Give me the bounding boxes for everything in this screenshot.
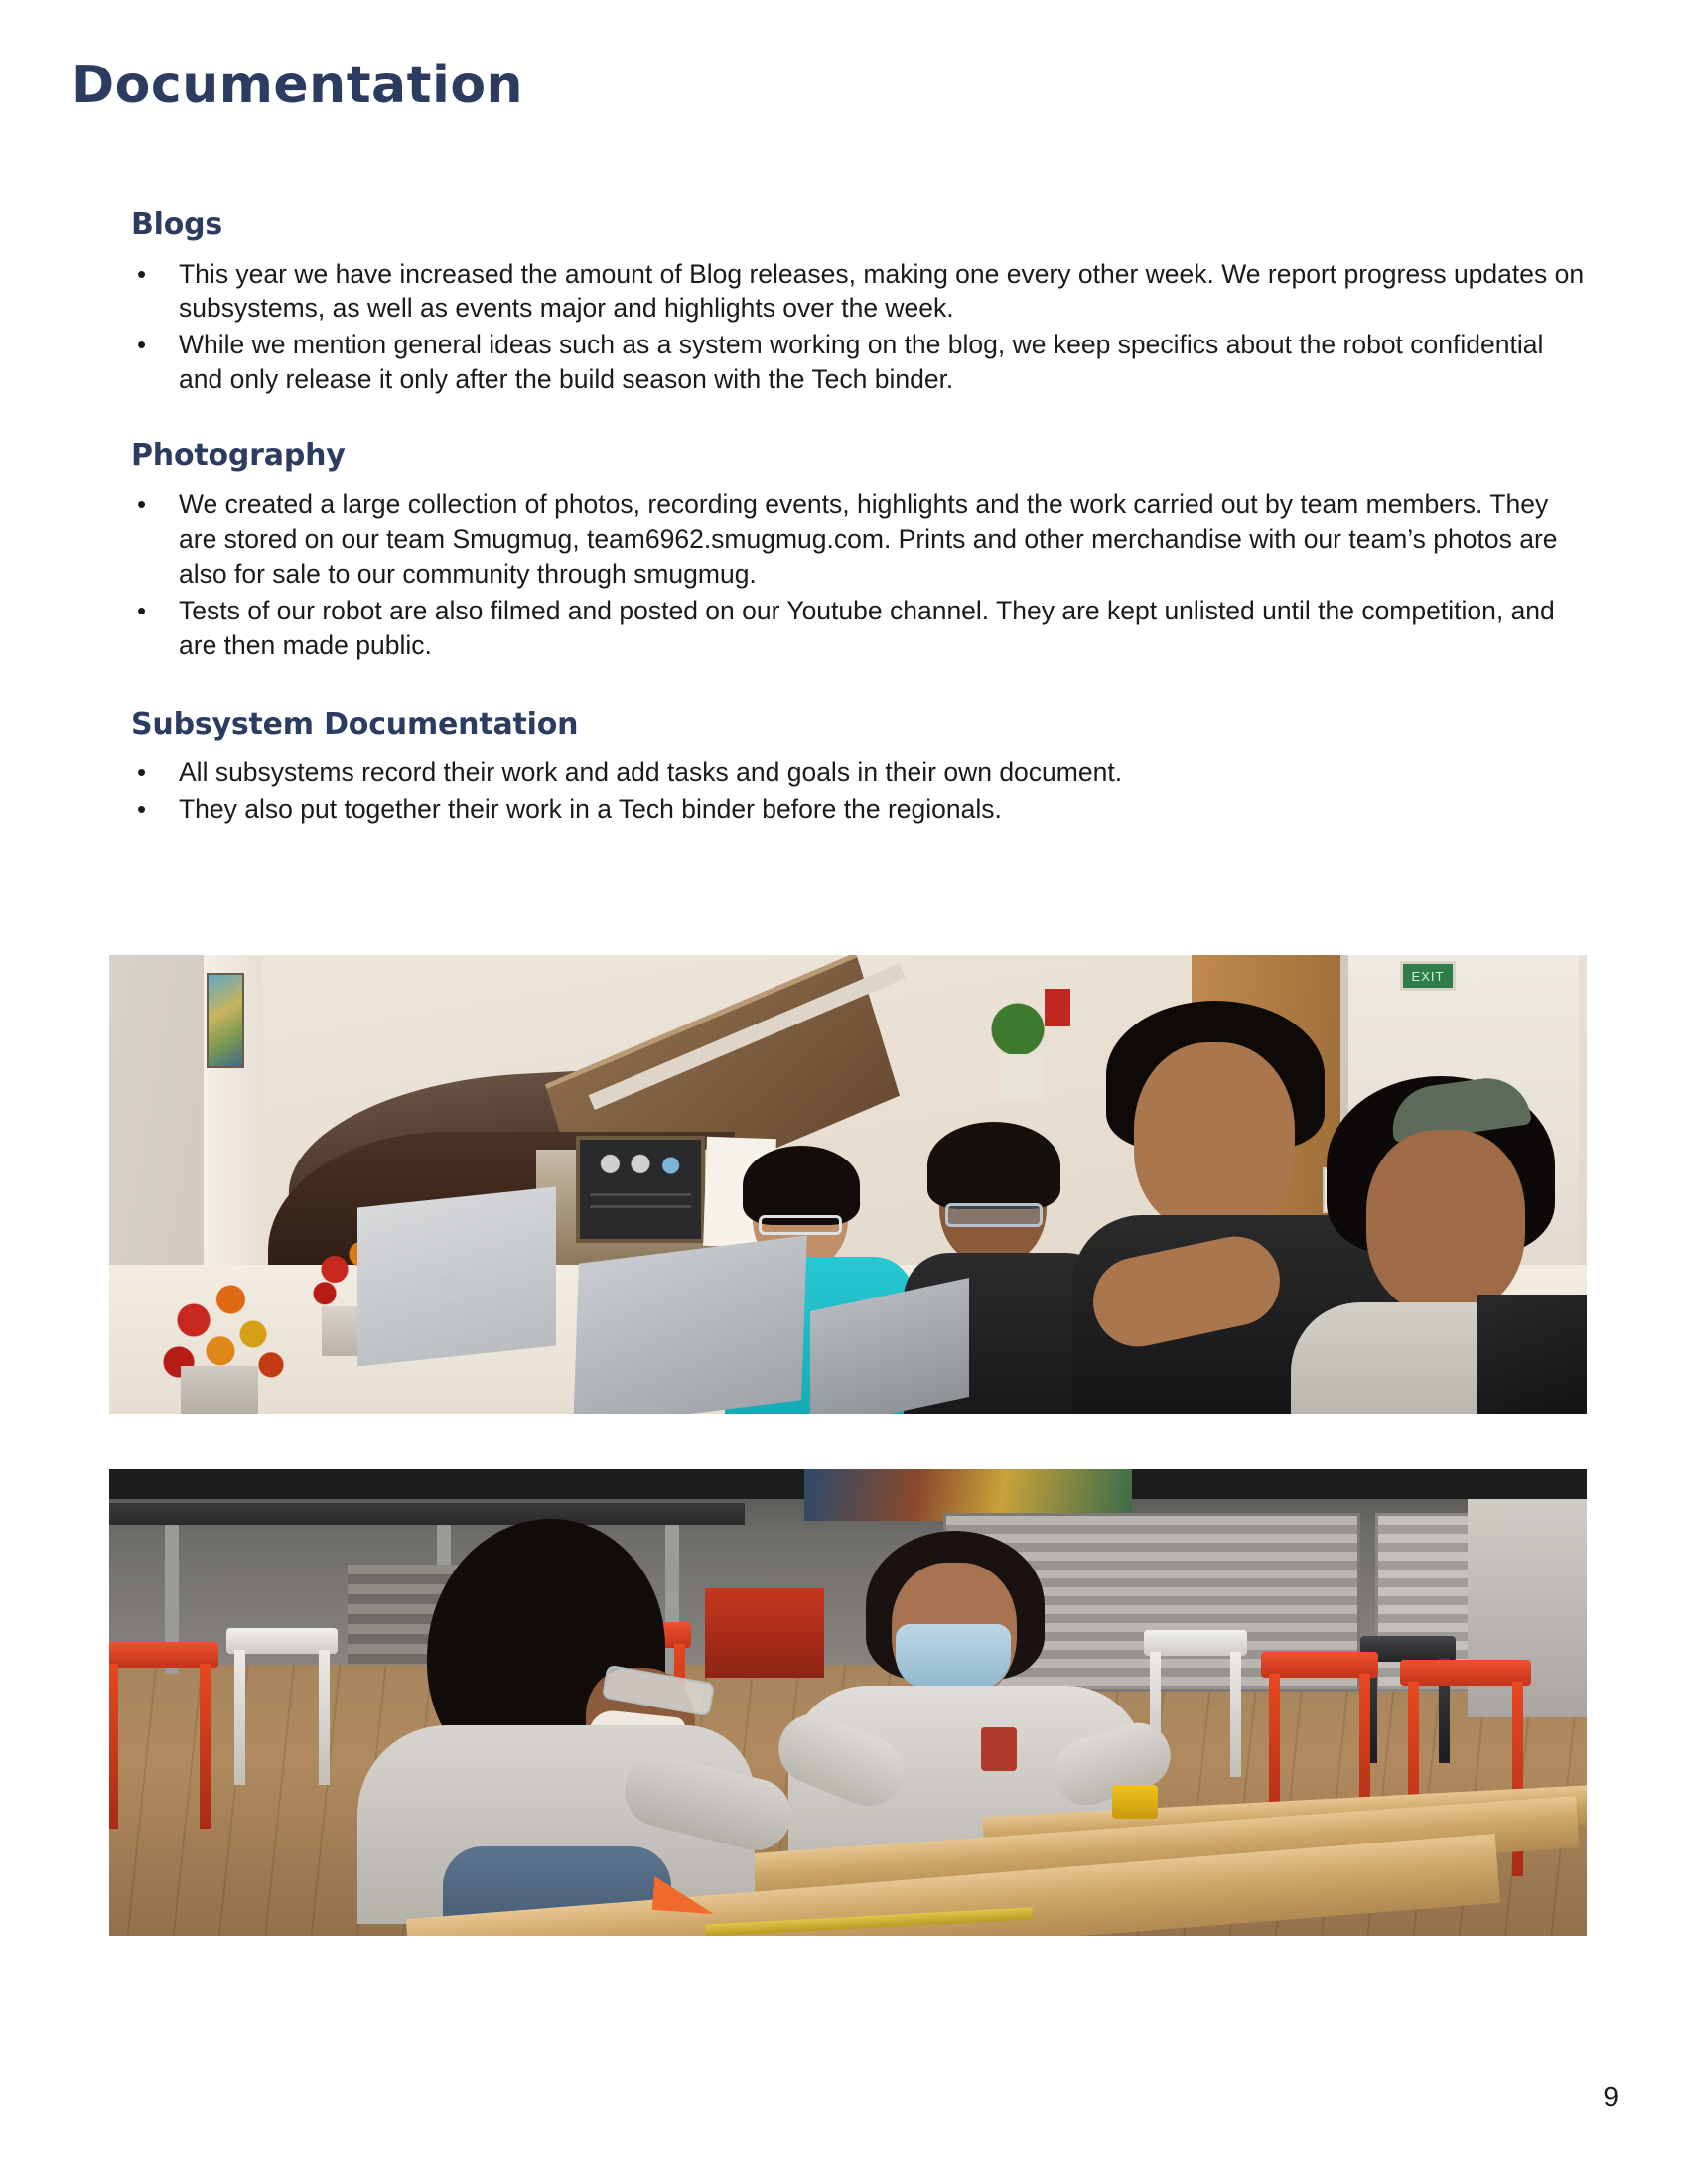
section-photography bbox=[131, 439, 1591, 662]
photo-students-laptops-scene bbox=[109, 955, 1587, 1414]
stool-red-left bbox=[109, 1642, 218, 1831]
bullet-icon: • bbox=[137, 330, 147, 360]
photo-students-laptops bbox=[109, 955, 1587, 1414]
face-mask-icon bbox=[896, 1624, 1011, 1690]
tape-measure-icon bbox=[1112, 1785, 1158, 1819]
section-heading-subsystem-documentation: Subsystem Documentation bbox=[131, 706, 579, 742]
speed-square-icon bbox=[652, 1876, 716, 1914]
wall-artwork bbox=[207, 973, 244, 1068]
stool-leg bbox=[200, 1664, 211, 1829]
list-item-text: This year we have increased the amount of Blog releases, making one every other week. We report progress updates on subsystems, as well as events major and highlights over the week. bbox=[179, 258, 1585, 324]
list-item bbox=[131, 328, 1591, 397]
person-hair bbox=[927, 1122, 1060, 1209]
section-heading-photography: Photography bbox=[131, 438, 346, 474]
list-item bbox=[131, 594, 1591, 663]
section-subsystem-documentation bbox=[131, 708, 1591, 827]
list-item bbox=[131, 257, 1591, 327]
bullet-list-subsystem-documentation bbox=[131, 755, 1591, 827]
list-item bbox=[131, 487, 1591, 592]
list-item bbox=[131, 755, 1591, 790]
person-head bbox=[1134, 1042, 1295, 1231]
stool-white-left bbox=[226, 1628, 338, 1787]
photo-students-lumber-scene bbox=[109, 1469, 1587, 1936]
potted-plant-pot bbox=[999, 1054, 1043, 1098]
list-item-text: We created a large collection of photos, recording events, highlights and the work carried out by team members. They are stored on our team Smugmug, team6962.smugmug.com. Prints and other merchandise with our team’s photos are also for sale to our community through smugmug. bbox=[179, 488, 1558, 589]
page-number: 9 bbox=[1603, 2081, 1618, 2112]
chalkboard-sign bbox=[576, 1136, 705, 1243]
backpack bbox=[1477, 1295, 1587, 1414]
bullet-icon: • bbox=[137, 595, 147, 625]
exit-sign-label: EXIT bbox=[1411, 968, 1445, 984]
stool-leg bbox=[109, 1664, 118, 1829]
person-hair bbox=[743, 1146, 860, 1225]
chalkboard-graphics bbox=[590, 1150, 691, 1229]
person-bending-mask-goggles bbox=[357, 1519, 774, 1936]
flower-pot-large bbox=[181, 1366, 258, 1414]
bullet-icon: • bbox=[137, 488, 147, 519]
list-item-text: Tests of our robot are also filmed and posted on our Youtube channel. They are kept unlisted until the competition, and are then made public. bbox=[179, 595, 1555, 660]
section-blogs bbox=[131, 208, 1591, 397]
document-content bbox=[131, 208, 1591, 829]
section-heading-blogs: Blogs bbox=[131, 207, 223, 242]
laptop-open-left bbox=[357, 1186, 556, 1366]
eyeglasses-icon bbox=[759, 1215, 842, 1235]
stool-leg bbox=[1230, 1652, 1241, 1777]
page-title: Documentation bbox=[71, 56, 524, 115]
bullet-list-photography bbox=[131, 487, 1591, 663]
list-item bbox=[131, 792, 1591, 827]
stool-leg bbox=[319, 1650, 330, 1785]
list-item-text: All subsystems record their work and add tasks and goals in their own document. bbox=[179, 757, 1123, 788]
bullet-icon: • bbox=[137, 794, 147, 825]
team-logo-icon bbox=[981, 1727, 1017, 1771]
bullet-list-blogs bbox=[131, 257, 1591, 398]
exit-sign bbox=[1400, 961, 1456, 991]
stool-leg bbox=[234, 1650, 245, 1785]
laptop-open-center bbox=[573, 1235, 807, 1414]
bullet-icon: • bbox=[137, 258, 147, 289]
list-item-text: While we mention general ideas such as a system working on the blog, we keep specifics about the robot confidential and only release it only after the build season with the Tech binder. bbox=[179, 330, 1544, 395]
bullet-icon: • bbox=[137, 757, 147, 788]
photo-students-lumber bbox=[109, 1469, 1587, 1936]
eyeglasses-icon bbox=[945, 1203, 1043, 1227]
list-item-text: They also put together their work in a Tech binder before the regionals. bbox=[179, 794, 1002, 825]
person-head bbox=[1366, 1130, 1525, 1314]
